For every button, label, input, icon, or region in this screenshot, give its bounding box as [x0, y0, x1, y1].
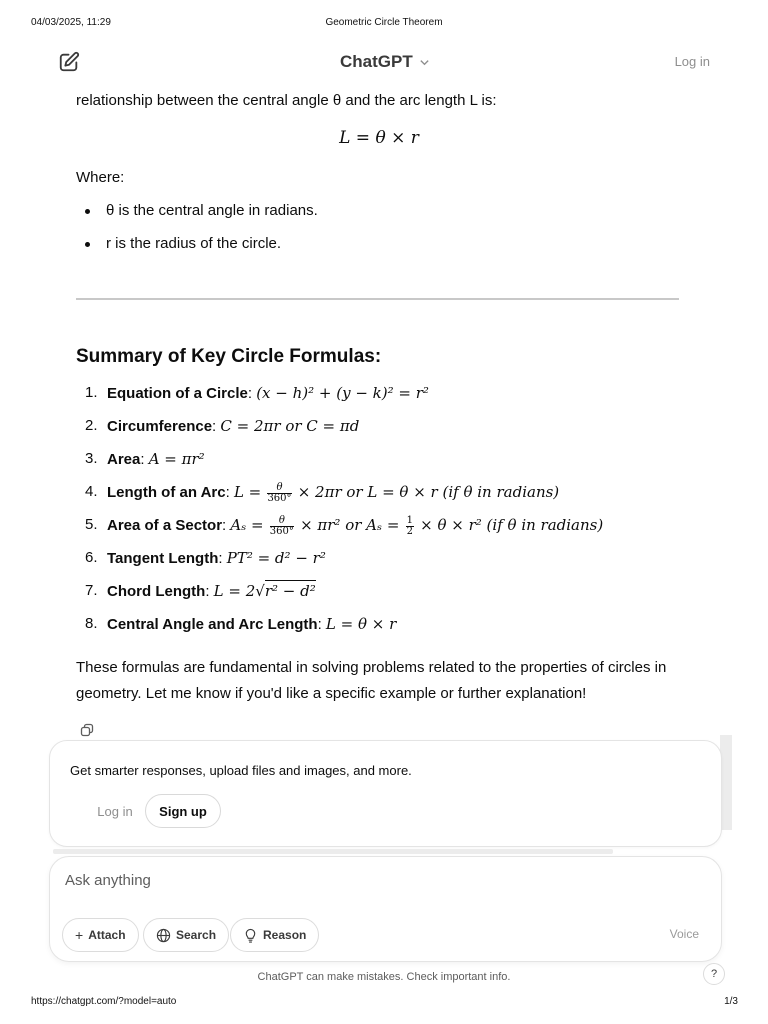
formula-equation: (x − h)² + (y − k)² = r² [256, 384, 429, 402]
item-number: 1. [85, 384, 98, 401]
item-number: 7. [85, 582, 98, 599]
formula-item: 4. Length of an Arc: L = $\frac{\theta}{360^\circ}$ × 2πr or L = θ × r (if θ in radians) [85, 481, 560, 504]
login-button[interactable]: Log in [70, 794, 160, 828]
lightbulb-icon [243, 928, 258, 943]
formula-label: Tangent Length [107, 550, 219, 567]
fraction-denominator: 360° [269, 525, 294, 537]
formula-label: Area [107, 451, 141, 468]
model-selector[interactable] [340, 52, 430, 72]
copy-button[interactable] [79, 722, 95, 738]
formula-equation-middle: × πr² or Aₛ = [300, 516, 400, 534]
page-number: 1/3 [724, 996, 738, 1007]
formula-label: Central Angle and Arc Length [107, 616, 318, 633]
horizontal-scrollbar[interactable] [53, 849, 613, 854]
reason-button[interactable] [230, 918, 319, 952]
item-number: 5. [85, 516, 98, 533]
new-chat-button[interactable] [58, 51, 80, 73]
search-label: Search [176, 928, 217, 942]
fraction [406, 516, 414, 537]
formula-equation-start: L = [233, 483, 262, 501]
formula-label: Equation of a Circle [107, 385, 248, 402]
formula-label: Area of a Sector [107, 517, 223, 534]
item-number: 4. [85, 483, 98, 500]
formula-equation-end: × θ × r² (if θ in radians) [420, 516, 604, 534]
signup-button[interactable]: Sign up [145, 794, 221, 828]
signup-prompt-text: Get smarter responses, upload files and images, and more. [70, 763, 412, 778]
formula-equation: C = 2πr or C = πd [220, 417, 360, 435]
formula-equation: PT² = d² − r² [226, 549, 326, 567]
fraction-numerator: θ [267, 483, 291, 494]
display-equation: L = θ × r [339, 128, 419, 148]
print-datetime: 04/03/2025, 11:29 [31, 17, 111, 28]
fraction-numerator: θ [270, 516, 294, 527]
item-number: 6. [85, 549, 98, 566]
fraction-numerator: 1 [406, 514, 413, 526]
formula-item: 3. Area: A = πr² [85, 450, 205, 468]
print-title: Geometric Circle Theorem [325, 17, 443, 28]
attach-button[interactable] [62, 918, 139, 952]
formula-item: 2. Circumference: C = 2πr or C = πd [85, 417, 360, 435]
radicand: r² − d² [264, 582, 316, 600]
brand-label: ChatGPT [340, 52, 413, 71]
plus-icon: + [75, 927, 84, 943]
formula-item: 8. Central Angle and Arc Length: L = θ × r [85, 615, 397, 633]
signup-prompt-card [49, 740, 722, 847]
disclaimer-text: ChatGPT can make mistakes. Check important info. [257, 971, 511, 983]
formula-label: Circumference [107, 418, 213, 435]
print-header [0, 17, 768, 31]
formula-item: 7. Chord Length: L = 2√r² − d² [85, 582, 316, 600]
formula-equation: A = πr² [148, 450, 205, 468]
formula-equation-start: L = 2√ [213, 582, 265, 600]
formula-equation-start: Aₛ = [230, 516, 264, 534]
print-url: https://chatgpt.com/?model=auto [31, 996, 177, 1007]
copy-icon [79, 722, 95, 738]
formula-equation: L = θ × r [325, 615, 397, 633]
reason-label: Reason [263, 928, 307, 942]
closing-paragraph: These formulas are fundamental in solving problems related to the properties of circles in geometry. Let me know if you'd like a specific example or further explanation! [76, 659, 667, 702]
section-divider [76, 298, 679, 300]
formula-label: Length of an Arc [107, 484, 226, 501]
prompt-input[interactable] [65, 869, 565, 891]
formula-item: 5. Area of a Sector: Aₛ = $\frac{\theta}{360^\circ}$ × πr² or Aₛ = $\frac{1}{2}$ × θ × r² (if θ in radians) [85, 514, 604, 537]
list-item: θ is the central angle in radians. [76, 200, 682, 233]
formula-label: Chord Length [107, 583, 206, 600]
fraction [270, 516, 294, 537]
fraction [267, 483, 291, 504]
help-button[interactable]: ? [703, 963, 725, 985]
fraction-denominator: 2 [406, 525, 413, 537]
where-label: Where: [76, 169, 125, 186]
edit-icon [58, 51, 80, 73]
item-number: 8. [85, 615, 98, 632]
section-heading: Summary of Key Circle Formulas: [76, 346, 382, 367]
voice-button[interactable]: Voice [669, 927, 699, 941]
formula-item: 1. Equation of a Circle: (x − h)² + (y − k)² = r² [85, 384, 429, 402]
message-composer [49, 856, 722, 962]
definition-list [76, 200, 682, 266]
fraction-denominator: 360° [267, 492, 292, 504]
formula-equation-end: × 2πr or L = θ × r (if θ in radians) [297, 483, 560, 501]
search-button[interactable] [143, 918, 229, 952]
intro-sentence: relationship between the central angle θ and the arc length L is: [76, 92, 497, 109]
formula-list [76, 382, 682, 646]
attach-label: Attach [88, 928, 126, 942]
item-number: 2. [85, 417, 98, 434]
login-link[interactable]: Log in [674, 54, 710, 69]
item-number: 3. [85, 450, 98, 467]
top-bar [0, 48, 768, 78]
formula-item: 6. Tangent Length: PT² = d² − r² [85, 549, 326, 567]
list-item: r is the radius of the circle. [76, 233, 682, 266]
intro-text [76, 90, 497, 112]
chevron-down-icon [419, 57, 430, 68]
globe-icon [156, 928, 171, 943]
